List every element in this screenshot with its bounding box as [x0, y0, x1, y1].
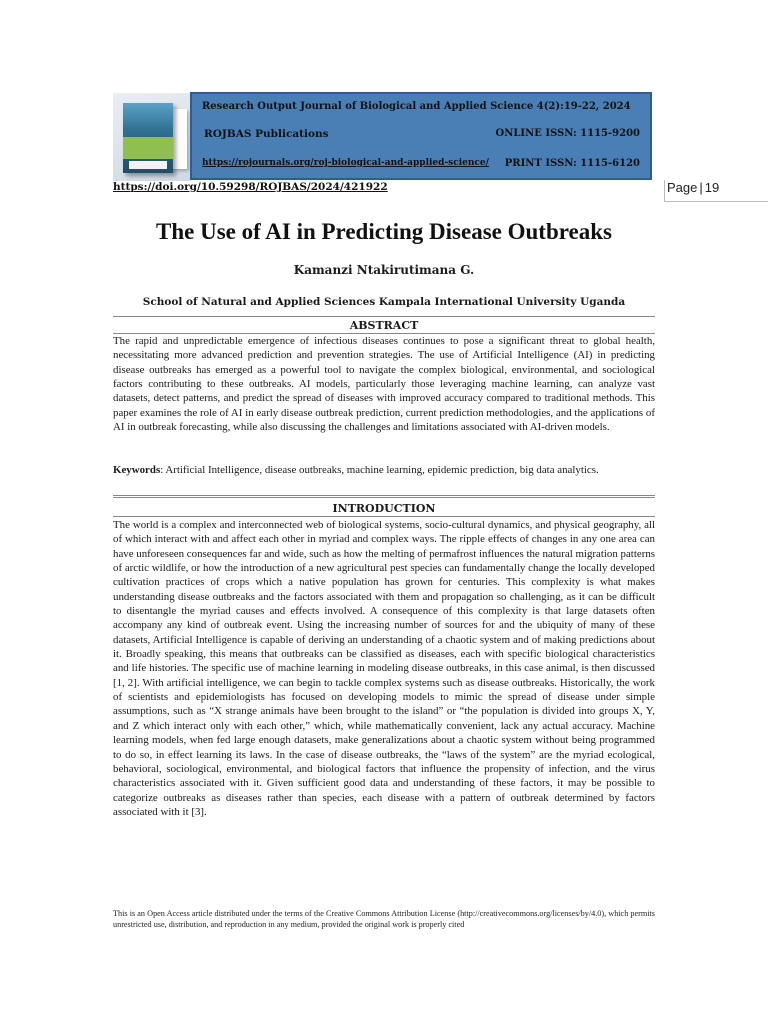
cover-band [123, 137, 173, 159]
author-name: Kamanzi Ntakirutimana G. [293, 263, 475, 277]
journal-cover-image [113, 93, 191, 181]
keywords-paragraph [113, 463, 655, 477]
page-separator: | [699, 180, 703, 195]
journal-name: Research Output Journal of Biological and Applied Science 4(2):19-22, 2024 [202, 101, 631, 112]
introduction-heading-rule [113, 516, 655, 517]
journal-url-link[interactable]: https://rojournals.org/roj-biological-and-applied-science/ [202, 158, 489, 168]
keywords-text: : Artificial Intelligence, disease outbreaks, machine learning, epidemic prediction, big data analytics. [160, 464, 599, 476]
journal-header-box [190, 92, 652, 180]
abstract-top-rule [113, 316, 655, 317]
cover-logo [129, 161, 167, 169]
online-issn: ONLINE ISSN: 1115-9200 [495, 128, 640, 139]
abstract-bottom-rule [113, 495, 655, 498]
introduction-text: The world is a complex and interconnected web of biological systems, socio-cultural dynamics, and physical geography, all of which interact with and affect each other in myriad and complex ways. The ripple effects of changes in any one area can have unforeseen consequences far and wide, such as how the melting of permafrost influences the natural migration patterns of arctic wildlife, or how the introduction of a new agricultural pest species can fundamentally change the locally developed cultivation practices of crops which a native population has grown for centuries. This complexity is what makes understanding disease outbreaks and the factors associated with them and propagation so challenging, as it can be difficult to disentangle the myriad causes and effects involved. A consequence of this complexity is that large datasets often accompany any kind of outbreak event. Using the increasing number of sources for and the ubiquity of many of these datasets, Artificial Intelligence is capable of deriving an understanding of a chaotic system and of making predictions about it. Broadly speaking, this means that outbreaks can be classified as diseases, each with specific biological characteristics and life histories. The specific use of machine learning in modeling disease outbreaks, in this case animal, is then discussed [1, 2]. With artificial intelligence, we can begin to tackle complex systems such as disease outbreaks. Historically, the work of scientists and epidemiologists has focused on developing models to mimic the spread of disease under simple assumptions, such as “X strange animals have been brought to the island” or “the population is divided into groups X, Y, and Z which interact only with each other,” which, while mathematically convenient, lack any actual accuracy. Machine learning models, when fed large enough datasets, make generalizations about a chaotic system without being programmed to do so, in effect learning its laws. In the case of disease outbreaks, the “laws of the system” are the myriad ecological, behavioral, sociological, environmental, and biological factors that influence the propensity of infection, and the virus characteristics associated with it. Given sufficient good data and understanding of these factors, it may be possible to categorize outbreaks as diseases rather than species, each disease with a pattern of outbreak determined by factors associated with it [3]. [113, 519, 655, 818]
publisher-name: ROJBAS Publications [204, 128, 329, 140]
doi-link[interactable]: https://doi.org/10.59298/ROJBAS/2024/421922 [113, 181, 388, 193]
page-prefix: Page [667, 180, 698, 195]
abstract-heading: ABSTRACT [349, 319, 419, 332]
page-number-label [664, 180, 768, 202]
page-number: 19 [704, 180, 720, 195]
author-affiliation: School of Natural and Applied Sciences Kampala International University Uganda [142, 296, 626, 308]
introduction-heading: INTRODUCTION [332, 502, 436, 515]
print-issn: PRINT ISSN: 1115-6120 [504, 158, 640, 169]
keywords-label: Keywords [113, 464, 161, 476]
license-footer: This is an Open Access article distributed under the terms of the Creative Commons Attribution License (http://creativecommons.org/licenses/by/4.0), which permits unrestricted use, distribution, and reproduction in any medium, provided the original work is properly cited [113, 909, 655, 930]
article-title: The Use of AI in Predicting Disease Outbreaks [156, 219, 612, 244]
abstract-text: The rapid and unpredictable emergence of infectious diseases continues to pose a significant threat to global health, necessitating more advanced prediction and prevention strategies. The use of Artificial Intelligence (AI) in predicting disease outbreaks has emerged as a powerful tool to navigate the complex biological, environmental, and sociological factors contributing to these outbreaks. AI models, particularly those leveraging machine learning, can analyze vast datasets, detect patterns, and predict the spread of diseases with improved accuracy compared to traditional methods. This paper examines the role of AI in early disease outbreak prediction, current prediction methodologies, and the applications of AI in outbreak forecasting, while also discussing the challenges and limitations associated with AI-driven models. [113, 335, 655, 434]
cover-front [123, 103, 173, 173]
